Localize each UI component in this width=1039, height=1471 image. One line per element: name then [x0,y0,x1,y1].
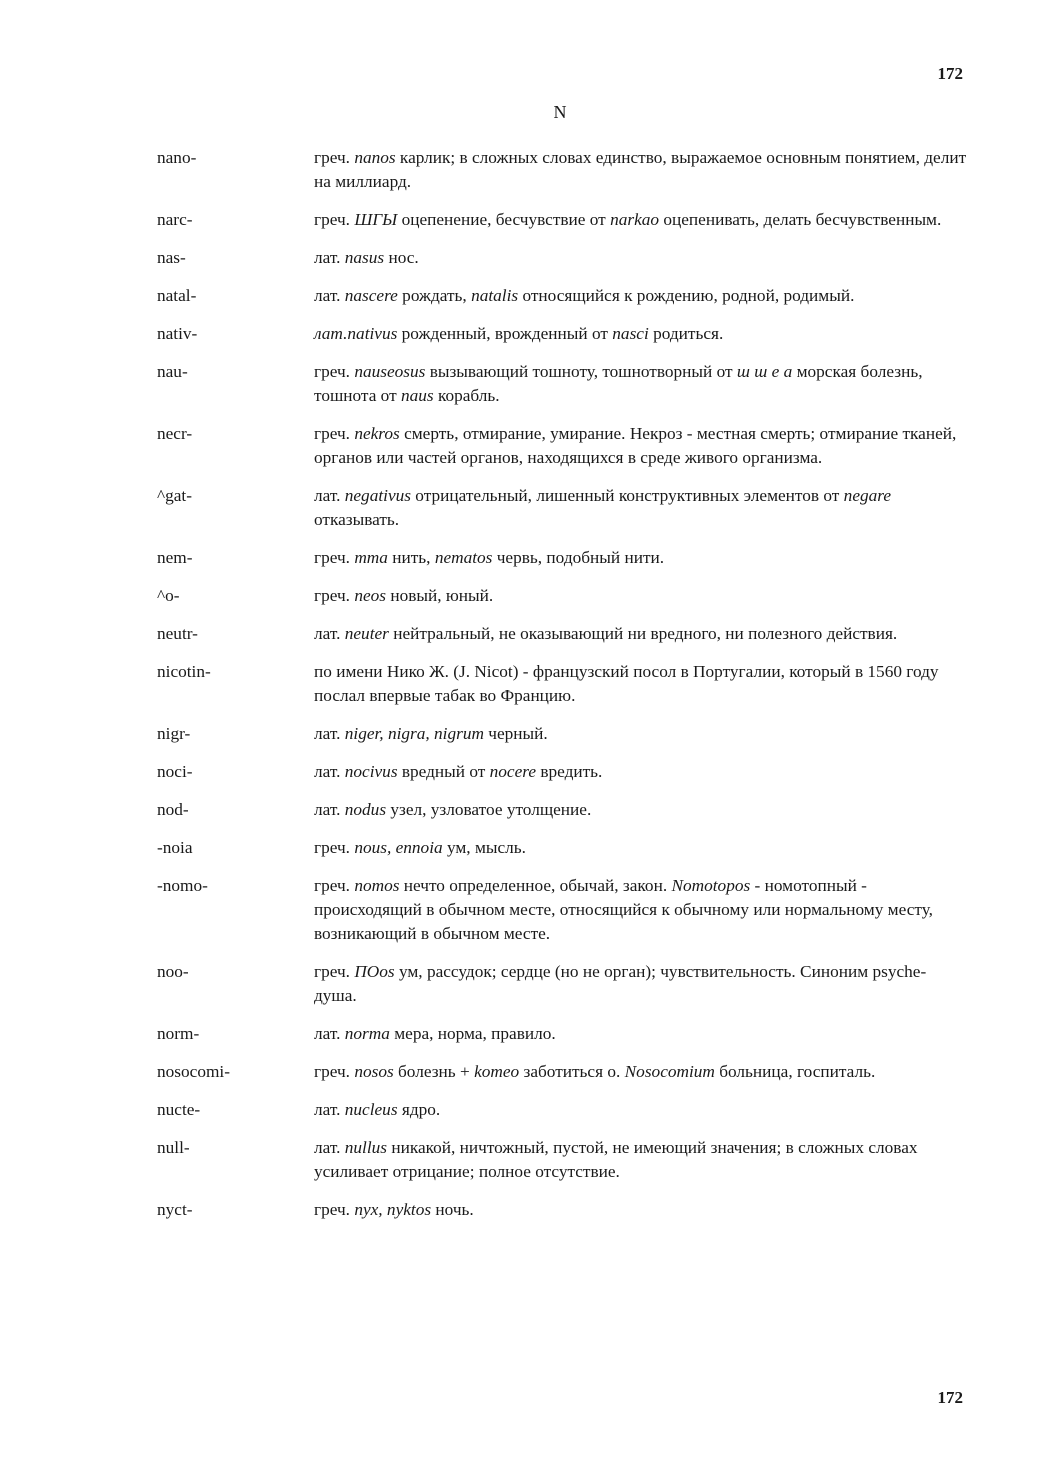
dictionary-entry [157,722,967,746]
dictionary-entry [157,246,967,270]
entry-term: nativ- [157,324,198,343]
entry-definition: лат. nascere рождать, natalis относящийся к рождению, родной, родимый. [314,286,855,305]
entry-definition: по имени Нико Ж. (J. Nicot) - французский посол в Португалии, который в 1560 году послал впервые табак во Францию. [314,662,939,705]
entry-definition: греч. ШГЫ оцепенение, бесчувствие от narkao оцепенивать, делать бесчувственным. [314,210,942,229]
entry-term: ^gat- [157,486,192,505]
entry-definition: лат. negativus отрицательный, лишенный конструктивных элементов от negare отказывать. [314,486,892,529]
dictionary-entry [157,208,967,232]
dictionary-entry [157,146,967,194]
entry-definition: лат. norma мера, норма, правило. [314,1024,556,1043]
dictionary-entry [157,622,967,646]
dictionary-entry [157,1136,967,1184]
entry-definition: лат.nativus рожденный, врожденный от nasci родиться. [314,324,724,343]
page-number-top: 172 [937,64,963,83]
entry-term: null- [157,1138,190,1157]
entry-term: -noia [157,838,193,857]
entry-term: narc- [157,210,193,229]
entry-term: nano- [157,148,197,167]
entry-definition: греч. nanos карлик; в сложных словах единство, выражаемое основным понятием, делит на миллиард. [314,148,967,191]
entry-term: nigr- [157,724,191,743]
dictionary-entry [157,1198,967,1222]
entry-term: ^o- [157,586,180,605]
entry-term: norm- [157,1024,200,1043]
entry-term: necr- [157,424,193,443]
entry-term: noo- [157,962,189,981]
entry-definition: лат. niger, nigra, nigrum черный. [314,724,548,743]
dictionary-entry [157,660,967,708]
entry-term: nas- [157,248,186,267]
entry-term: noci- [157,762,193,781]
entry-definition: греч. nous, ennoia ум, мысль. [314,838,526,857]
entry-definition: лат. nucleus ядро. [314,1100,441,1119]
entry-definition: греч. nekros смерть, отмирание, умирание. Некроз - местная смерть; отмирание тканей, органов или частей органов, находящихся в среде живого организма. [314,424,957,467]
dictionary-entry [157,484,967,532]
dictionary-entry [157,960,967,1008]
dictionary-entry [157,760,967,784]
dictionary-entry [157,546,967,570]
page-number-bottom: 172 [937,1388,963,1407]
entry-term: nosocomi- [157,1062,230,1081]
entry-definition: греч. mma нить, nematos червь, подобный нити. [314,548,665,567]
entry-term: nyct- [157,1200,193,1219]
entry-term: -nomo- [157,876,208,895]
entry-term: nau- [157,362,188,381]
dictionary-entry [157,798,967,822]
entry-definition: греч. nosos болезнь + komeo заботиться о. Nosocomium больница, госпиталь. [314,1062,876,1081]
entry-term: nucte- [157,1100,201,1119]
dictionary-entry [157,422,967,470]
dictionary-entry [157,1098,967,1122]
entry-definition: лат. nocivus вредный от nocere вредить. [314,762,603,781]
dictionary-entry [157,322,967,346]
entry-term: neutr- [157,624,198,643]
dictionary-entry [157,1022,967,1046]
section-letter: N [553,102,567,122]
entry-definition: греч. nomos нечто определенное, обычай, закон. Nomotopos - номотопный - происходящий в обычном месте, относящийся к обычному или нормальному месту, возникающий в обычном месте. [314,876,933,943]
entry-list [157,146,967,1236]
dictionary-entry [157,584,967,608]
entry-term: nem- [157,548,193,567]
entry-definition: греч. nauseosus вызывающий тошноту, тошнотворный от ш ш е а морская болезнь, тошнота от naus корабль. [314,362,923,405]
dictionary-entry [157,874,967,946]
entry-definition: лат. nullus никакой, ничтожный, пустой, не имеющий значения; в сложных словах усиливает отрицание; полное отсутствие. [314,1138,918,1181]
entry-definition: греч. neos новый, юный. [314,586,494,605]
entry-term: nod- [157,800,189,819]
entry-term: nicotin- [157,662,211,681]
dictionary-entry [157,1060,967,1084]
entry-definition: лат. nodus узел, узловатое утолщение. [314,800,592,819]
dictionary-entry [157,360,967,408]
dictionary-entry [157,836,967,860]
entry-definition: лат. neuter нейтральный, не оказывающий ни вредного, ни полезного действия. [314,624,898,643]
entry-definition: греч. ПОos ум, рассудок; сердце (но не орган); чувствительность. Синоним psyche-душа. [314,962,927,1005]
entry-definition: греч. nyx, nyktos ночь. [314,1200,474,1219]
entry-definition: лат. nasus нос. [314,248,419,267]
dictionary-entry [157,284,967,308]
entry-term: natal- [157,286,197,305]
